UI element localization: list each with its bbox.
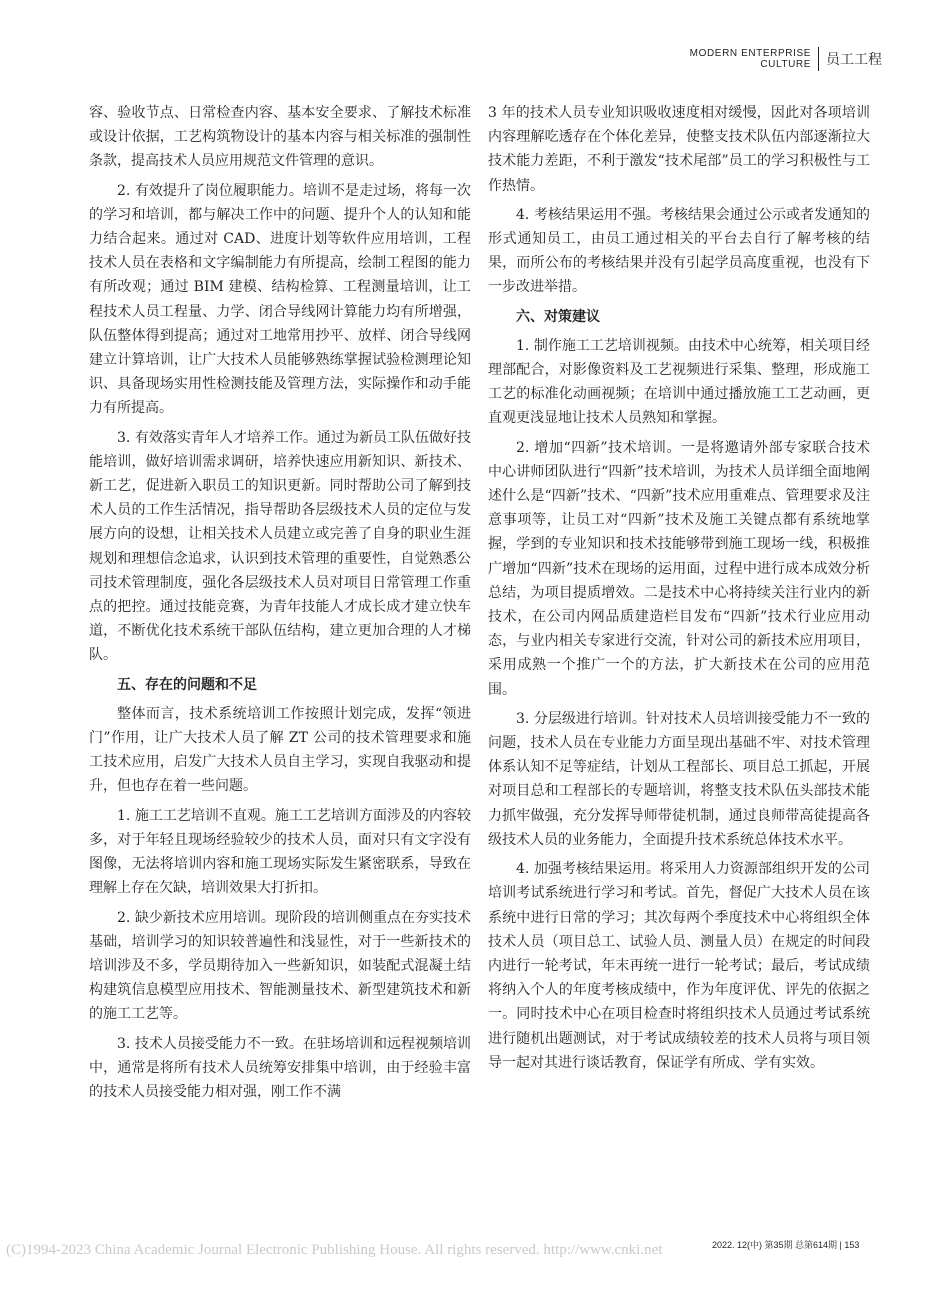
- section-title: 员工工程: [826, 52, 882, 68]
- paragraph: 3 年的技术人员专业知识吸收速度相对缓慢，因此对各项培训内容理解吃透存在个体化差异，使整支技术队伍内部逐渐拉大技术能力差距，不利于激发“技术尾部”员工的学习积极性与工作热情。: [488, 105, 870, 194]
- brand-line-1: MODERN ENTERPRISE: [689, 48, 811, 59]
- brand-line-2: CULTURE: [760, 59, 811, 70]
- paragraph: 整体而言，技术系统培训工作按照计划完成，发挥“领进门”作用，让广大技术人员了解 ZT 公司的技术管理要求和施工技术应用，启发广大技术人员自主学习，实现自我驱动和提升，但也存在着一些问题。: [89, 705, 471, 795]
- paragraph: 2. 有效提升了岗位履职能力。培训不是走过场，将每一次的学习和培训，都与解决工作中的问题、提升个人的认知和能力结合起来。通过对 CAD、进度计划等软件应用培训，工程技术人员在表格和文字编制能力有所提高，绘制工程图的能力有所改观；通过 BIM 建模、结构检算、工程测量培训，让工程技术人员工程量、力学、闭合导线网计算能力均有所增强，队伍整体得到提高；通过对工地常用抄平、放样、闭合导线网建立计算培训，让广大技术人员能够熟练掌握试验检测理论知识、具备现场实用性检测技能及管理方法，实际操作和动手能力有所提高。: [89, 182, 471, 417]
- paragraph: 4. 加强考核结果运用。将采用人力资源部组织开发的公司培训考试系统进行学习和考试。首先，督促广大技术人员在该系统中进行日常的学习；其次每两个季度技术中心将组织全体技术人员（项目总工、试验人员、测量人员）在规定的时间段内进行一轮考试，年末再统一进行一轮考试；最后，考试成绩将纳入个人的年度考核成绩中，作为年度评优、评先的依据之一。同时技术中心在项目检查时将组织技术人员通过考试系统进行随机出题测试，对于考试成绩较差的技术人员将与项目领导一起对其进行谈话教育，保证学有所成、学有实效。: [488, 861, 870, 1071]
- section-heading: 六、对策建议: [516, 308, 600, 325]
- paragraph: 3. 分层级进行培训。针对技术人员培训接受能力不一致的问题，技术人员在专业能力方面呈现出基础不牢、对技术管理体系认知不足等症结，计划从工程部长、项目总工抓起，开展对项目总和工程部长的专题培训，将整支技术队伍头部技术能力抓牢做强，充分发挥导师带徒机制，通过良师带高徒提高各级技术人员的业务能力，全面提升技术系统总体技术水平。: [488, 710, 870, 848]
- publication-info: 2022. 12(中) 第35期 总第614期 | 153: [712, 1240, 860, 1250]
- copyright-watermark: (C)1994-2023 China Academic Journal Electronic Publishing House. All rights reserved. http://www.cnki.net: [6, 1242, 663, 1258]
- brand-block: [690, 48, 818, 70]
- paragraph: 2. 增加“四新”技术培训。一是将邀请外部专家联合技术中心讲师团队进行“四新”技术培训，为技术人员详细全面地阐述什么是“四新”技术、“四新”技术应用重难点、管理要求及注意事项等，让员工对“四新”技术及施工关键点都有系统地掌握，学到的专业知识和技术技能够带到施工现场一线，积极推广增加“四新”技术在现场的运用面，过程中进行成本成效分析总结，为项目提质增效。二是技术中心将持续关注行业内的新技术，在公司内网品质建造栏目发布“四新”技术行业应用动态，与业内相关专家进行交流，针对公司的新技术应用项目，采用成熟一个推广一个的方法，扩大新技术在公司的应用范围。: [488, 439, 870, 698]
- right-column: [488, 101, 870, 1080]
- paragraph: 2. 缺少新技术应用培训。现阶段的培训侧重点在夯实技术基础，培训学习的知识较普遍性和浅显性，对于一些新技术的培训涉及不多，学员期待加入一些新知识，如装配式混凝土结构建筑信息模型应用技术、智能测量技术、新型建筑技术和新的施工工艺等。: [89, 909, 471, 1023]
- paragraph: 4. 考核结果运用不强。考核结果会通过公示或者发通知的形式通知员工，由员工通过相关的平台去自行了解考核的结果，而所公布的考核结果并没有引起学员高度重视，也没有下一步改进举措。: [488, 206, 870, 296]
- paragraph: 1. 制作施工工艺培训视频。由技术中心统筹，相关项目经理部配合，对影像资料及工艺视频进行采集、整理，形成施工工艺的标准化动画视频；在培训中通过播放施工工艺动画，更直观更浅显地让技术人员熟知和掌握。: [488, 337, 870, 427]
- paragraph: 3. 有效落实青年人才培养工作。通过为新员工队伍做好技能培训，做好培训需求调研，培养快速应用新知识、新技术、新工艺，促进新入职员工的知识更新。同时帮助公司了解到技术人员的工作生活情况，指导帮助各层级技术人员的定位与发展方向的设想，让相关技术人员建立或完善了自身的职业生涯规划和理想信念追求，认识到技术管理的重要性，自觉熟悉公司技术管理制度，强化各层级技术人员对项目日常管理工作重点的把控。通过技能竞赛，为青年技能人才成长成才建立快车道，不断优化技术系统干部队伍结构，建立更加合理的人才梯队。: [89, 429, 471, 664]
- paragraph: 3. 技术人员接受能力不一致。在驻场培训和远程视频培训中，通常是将所有技术人员统筹安排集中培训，由于经验丰富的技术人员接受能力相对强，刚工作不满: [89, 1035, 471, 1100]
- section-heading: 五、存在的问题和不足: [117, 676, 257, 693]
- left-column: [89, 101, 471, 1109]
- paragraph: 1. 施工工艺培训不直观。施工工艺培训方面涉及的内容较多，对于年轻且现场经验较少的技术人员，面对只有文字没有图像，无法将培训内容和施工现场实际发生紧密联系，导致在理解上存在欠缺，培训效果大打折扣。: [89, 807, 471, 897]
- page-header: [690, 46, 882, 72]
- paragraph: 容、验收节点、日常检查内容、基本安全要求、了解技术标准或设计依据，工艺构筑物设计的基本内容与相关标准的强制性条款，提高技术人员应用规范文件管理的意识。: [89, 105, 471, 170]
